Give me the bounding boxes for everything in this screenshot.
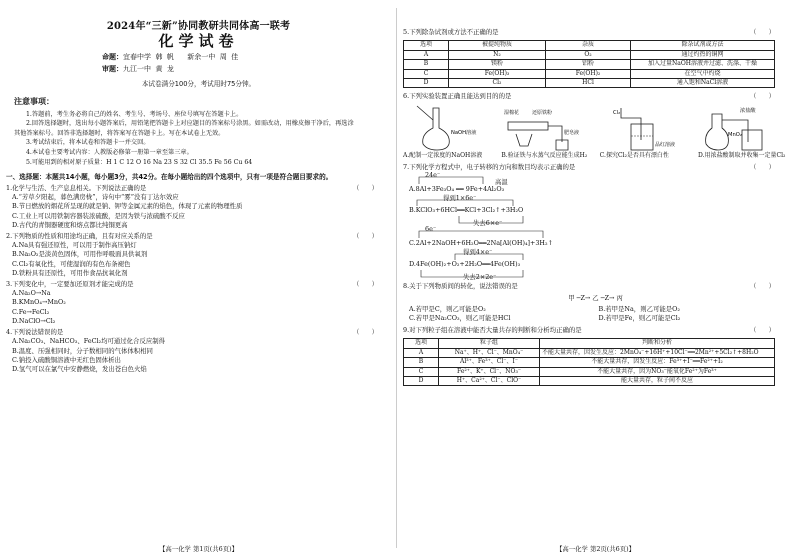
table-cell: Al³⁺、Fe³⁺、Cl⁻、I⁻ [439, 358, 540, 367]
electron-label: 失去6×e⁻ [473, 219, 503, 228]
equation-text: C.2Al+2NaOH+6H₂O══2Na[Al(OH)₄]+3H₂↑ [409, 239, 553, 248]
option: C.工业上可以用铁制容器装浓硫酸，是因为铁与浓硫酸不反应 [12, 211, 185, 220]
page-footer: 【高一化学 第2页(共6页)】 [555, 544, 636, 553]
option: B.温度、压强相同时，分子数相同的气体体积相同 [12, 346, 153, 355]
table-header: 粒子组 [439, 339, 540, 348]
table-cell: 不能大量共存，因发生反应：2MnO₄⁻+16H⁺+10Cl⁻══2Mn²⁺+5Cl₂↑+8H₂O [540, 348, 775, 357]
table-cell: 通过灼热的铜网 [631, 50, 775, 59]
table-row [404, 79, 775, 88]
table-cell: B [404, 358, 439, 367]
answer-blank: （ ） [750, 162, 775, 171]
table-row [404, 358, 775, 367]
option: A.“芳草夕阳起，暮色满房栊”，诗句中“雾”没有丁达尔效应 [12, 193, 179, 201]
volumetric-flask-figure [403, 104, 491, 152]
option: A.若甲是C，则乙可能是O₂ [409, 305, 486, 314]
iron-steam-figure [502, 104, 590, 152]
q5-table [403, 40, 775, 88]
question-7 [403, 163, 788, 280]
figure-caption: D.用浓盐酸制取并收集一定量Cl₂ [697, 151, 786, 159]
table-cell: C [404, 69, 449, 78]
transformation-scheme: 甲 ─Z→ 乙 ─Z→ 丙 [568, 293, 623, 302]
electron-label: 得到4×e⁻ [463, 248, 493, 257]
notice-list [14, 110, 359, 168]
table-cell: 铝粉 [546, 60, 631, 69]
table-header: 被提纯物质 [449, 41, 546, 50]
equation-text: D.4Fe(OH)₂+O₂+2H₂O══4Fe(OH)₃ [409, 260, 521, 269]
reaction-condition: 高温 [495, 178, 508, 187]
table-cell: D [404, 79, 449, 88]
question-8 [403, 282, 788, 324]
section-heading: 一、选择题：本题共14小题，每小题3分，共42分。在每小题给出的四个选项中，只有一项是符合题目要求的。 [6, 173, 333, 182]
notice-item: 5.可能用到的相对原子质量：H 1 C 12 O 16 Na 23 S 32 Cl 35.5 Fe 56 Cu 64 [26, 158, 253, 166]
table-row [404, 60, 775, 69]
q9-table [403, 338, 775, 386]
reviewer-label: 审题： [102, 64, 123, 73]
question-stem: 8.关于下列物质间的转化，说法错误的是 [403, 282, 518, 291]
table-cell: 不能大量共存，因发生反应：Fe³⁺+I⁻══Fe²⁺+I₂ [540, 358, 775, 367]
figure-label: Cl₂ [613, 109, 621, 116]
question-stem: 6.下列实验装置正确且能达到目的的是 [403, 92, 512, 101]
table-cell: 加入过量NaOH溶液并过滤、洗涤、干燥 [631, 60, 775, 69]
figure-label: NaOH溶液 [451, 129, 477, 136]
table-cell: HCl [546, 79, 631, 88]
option: D.NaClO→Cl₂ [12, 317, 56, 326]
electron-label: 失去2×2e⁻ [463, 273, 497, 282]
option: D.古代的青铜器硬度和熔点都比纯铜更高 [12, 221, 128, 230]
q8-options [403, 305, 788, 324]
figure-label: 肥皂液 [564, 129, 580, 136]
table-cell: 通入饱和NaCl溶液 [631, 79, 775, 88]
question-stem: 3.下列变化中，一定要加还原剂才能完成的是 [6, 279, 134, 288]
subject-title: 化学试卷 [158, 32, 239, 51]
equation-option-c [403, 227, 788, 249]
table-cell: C [404, 367, 439, 376]
figure-caption: A.配制一定浓度的NaOH溶液 [403, 151, 483, 159]
answer-blank: （ ） [750, 282, 775, 291]
author-label: 命题： [102, 52, 123, 61]
figure-label: 浓盐酸 [740, 107, 756, 114]
equation-option-b [403, 196, 788, 226]
figure-label: 湿棉花 [504, 109, 520, 116]
notice-item: 2.回答选择题时，选出每小题答案后，用铅笔把答题卡上对应题目的答案标号涂黑。如需改动，用橡皮擦干净后，再选涂其他答案标号。回答非选择题时，将答案写在答题卡上。写在本试卷上无效。 [14, 120, 354, 137]
option: B.Na₂O₂是淡黄色固体，可用作呼吸面具供氧剂 [12, 250, 148, 259]
option: C.Cl₂有氧化性，可使湿润的有色布条褪色 [12, 259, 131, 268]
question-6 [403, 92, 788, 159]
notice-item: 4.本试卷主要考试内容：人教版必修第一册第一章至第三章。 [26, 149, 193, 156]
option: A.Na₂O→Na [12, 289, 51, 298]
notice-item: 3.考试结束后，将本试卷和答题卡一并交回。 [26, 139, 150, 147]
equation-option-d [403, 250, 788, 280]
chlorine-bleach-figure [601, 104, 689, 152]
answer-blank: （ ） [750, 92, 775, 101]
page-footer: 【高一化学 第1页(共6页)】 [158, 544, 239, 553]
answer-blank: （ ） [353, 327, 378, 336]
question-stem: 1.化学与生活、生产息息相关。下列说法正确的是 [6, 183, 147, 192]
table-row [404, 376, 775, 385]
option: A.Na具有强还原性，可以用于制作高压钠灯 [12, 241, 137, 250]
table-cell: H⁺、Ca²⁺、Cl⁻、ClO⁻ [439, 376, 540, 385]
table-cell: 能大量共存，粒子间不反应 [540, 376, 775, 385]
option: D.铁粉具有还原性，可用作食品抗氧化剂 [12, 269, 128, 278]
table-cell: A [404, 50, 449, 59]
table-cell: Fe(OH)₂ [546, 69, 631, 78]
answer-blank: （ ） [750, 28, 775, 36]
authors-line: 宜春中学 韩 帆 新余一中 周 佳 [123, 52, 239, 61]
notice-title: 注意事项： [14, 97, 54, 107]
option: D.氢气可以在氯气中安静燃烧，发出苍白色火焰 [12, 365, 147, 374]
question-1 [6, 184, 391, 231]
figure-caption: C.探究Cl₂是否具有漂白性 [599, 151, 669, 159]
score-note: 本试卷满分100分，考试用时75分钟。 [141, 79, 256, 88]
table-cell: 在空气中灼烧 [631, 69, 775, 78]
figure-label: 还原铁粉 [532, 109, 553, 116]
question-stem: 7.下列化学方程式中，电子转移的方向和数目均表示正确的是 [403, 162, 576, 171]
question-4 [6, 328, 391, 375]
electron-label: 24e⁻ [425, 171, 441, 180]
table-row [404, 69, 775, 78]
table-cell: A [404, 348, 439, 357]
answer-blank: （ ） [353, 183, 378, 192]
equation-text: A.8Al+3Fe₃O₄ ══ 9Fe+4Al₂O₃ [409, 185, 505, 194]
electron-label: 得到1×6e⁻ [443, 194, 477, 203]
table-header: 选项 [404, 41, 449, 50]
option: A.Na₂CO₃、NaHCO₃、FeCl₂均可通过化合反应制得 [12, 337, 166, 346]
table-cell: Cl₂ [449, 79, 546, 88]
table-cell: B [404, 60, 449, 69]
exam-title: 2024年“三新”协同教研共同体高一联考 [106, 21, 291, 32]
table-cell: D [404, 376, 439, 385]
equation-option-a [403, 173, 788, 195]
apparatus-figures [403, 104, 788, 152]
option: C.若甲是Na₂CO₃，则乙可能是HCl [409, 314, 511, 323]
table-header: 除杂试剂或方法 [631, 41, 775, 50]
table-row [404, 50, 775, 59]
table-row [404, 367, 775, 376]
notice-item: 1.答题前，考生务必将自己的姓名、考生号、考场号、座位号填写在答题卡上。 [26, 110, 243, 118]
table-cell: Fe²⁺、K⁺、Cl⁻、NO₃⁻ [439, 367, 540, 376]
chlorine-generator-figure [700, 104, 788, 152]
option: B.节日燃放的烟花所呈现的就是钠、钾等金属元素的焰色，体现了元素的物理性质 [12, 202, 243, 211]
question-3 [6, 280, 391, 327]
option: C.Fe→FeCl₂ [12, 307, 50, 316]
answer-blank: （ ） [353, 231, 378, 240]
option: B.KMnO₄→MnO₂ [12, 298, 66, 307]
table-cell: Fe(OH)₃ [449, 69, 546, 78]
question-2 [6, 232, 391, 279]
option: B.若甲是Na，则乙可能是O₂ [598, 305, 680, 314]
figure-label: 品红溶液 [655, 141, 676, 148]
table-cell: 不能大量共存，因为NO₃⁻能氧化Fe²⁺为Fe³⁺ [540, 367, 775, 376]
question-stem: 4.下列说法错误的是 [6, 327, 64, 336]
equation-text: B.KClO₃+6HCl══KCl+3Cl₂↑+3H₂O [409, 206, 524, 215]
page-two [403, 0, 788, 560]
table-header: 选项 [404, 339, 439, 348]
option: C.钠投入硫酸铜溶液中无红色固体析出 [12, 355, 121, 364]
answer-blank: （ ） [750, 325, 775, 334]
table-header: 判断和分析 [540, 339, 775, 348]
option: D.若甲是Fe，则乙可能是Cl₂ [598, 314, 681, 323]
question-stem: 9.对下列粒子组在溶液中能否大量共存的判断和分析均正确的是 [403, 325, 582, 334]
answer-blank: （ ） [353, 279, 378, 288]
page-one [6, 0, 391, 560]
page-divider [396, 8, 397, 548]
table-cell: N₂ [449, 50, 546, 59]
question-stem: 2.下列物质的性质和用途均正确，且有对应关系的是 [6, 231, 153, 240]
question-stem: 5.下列除杂试剂或方法不正确的是 [403, 28, 499, 36]
authors-block [102, 51, 391, 75]
question-9 [403, 326, 788, 386]
electron-label: 6e⁻ [425, 225, 437, 234]
table-header: 杂质 [546, 41, 631, 50]
table-cell: O₂ [546, 50, 631, 59]
table-cell: Na⁺、H⁺、Cl⁻、MnO₄⁻ [439, 348, 540, 357]
table-cell: 镁粉 [449, 60, 546, 69]
figure-caption: B.验证铁与水蒸气反应能生成H₂ [501, 151, 588, 159]
question-5 [403, 28, 788, 88]
figure-captions [403, 152, 788, 160]
figure-label: MnO₂ [728, 131, 742, 138]
reviewers-line: 九江一中 黄 龙 [123, 64, 174, 73]
table-row [404, 348, 775, 357]
